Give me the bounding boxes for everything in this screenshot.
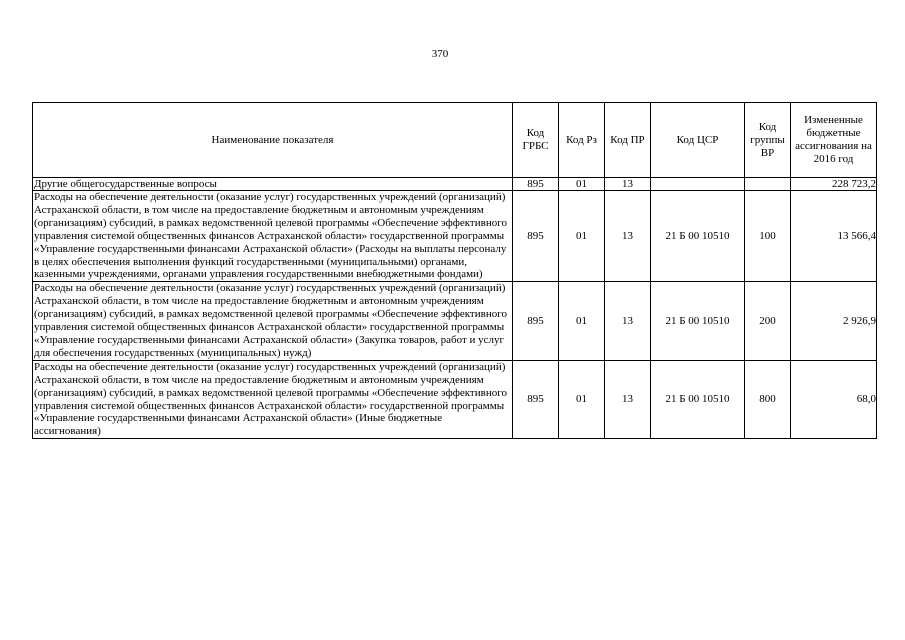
row-amount: 13 566,4 [791,191,877,282]
row-vr [745,178,791,191]
row-pr: 13 [605,191,651,282]
table-row [33,191,877,282]
row-amount: 2 926,9 [791,282,877,360]
row-amount: 68,0 [791,360,877,438]
row-vr: 200 [745,282,791,360]
header-name: Наименование показателя [33,103,513,178]
row-csr: 21 Б 00 10510 [651,360,745,438]
row-vr: 800 [745,360,791,438]
row-csr: 21 Б 00 10510 [651,282,745,360]
row-pr: 13 [605,282,651,360]
header-grbs: Код ГРБС [513,103,559,178]
budget-table [32,102,877,439]
table-row [33,282,877,360]
row-amount: 228 723,2 [791,178,877,191]
header-vr: Код группы ВР [745,103,791,178]
row-rz: 01 [559,191,605,282]
page-number: 370 [431,48,449,60]
row-name: Расходы на обеспечение деятельности (оказание услуг) государственных учреждений (организаций) Астраханской области, в том числе на предоставление бюджетным и автономным учреждениям (организациям) субсидий, в рамках ведомственной целевой программы «Обеспечение эффективного управления системой общественных финансов Астраханской области» государственной программы «Управление государственными финансами Астраханской области» (Закупка товаров, работ и услуг для обеспечения государственных (муниципальных) нужд) [33,282,513,360]
row-name: Другие общегосударственные вопросы [33,178,513,191]
row-rz: 01 [559,282,605,360]
row-pr: 13 [605,178,651,191]
header-rz: Код Рз [559,103,605,178]
header-pr: Код ПР [605,103,651,178]
row-vr: 100 [745,191,791,282]
header-csr: Код ЦСР [651,103,745,178]
row-grbs: 895 [513,191,559,282]
row-rz: 01 [559,178,605,191]
row-name: Расходы на обеспечение деятельности (оказание услуг) государственных учреждений (организаций) Астраханской области, в том числе на предоставление бюджетным и автономным учреждениям (организациям) субсидий, в рамках ведомственной целевой программы «Обеспечение эффективного управления системой общественных финансов Астраханской области» государственной программы «Управление государственными финансами Астраханской области» (Иные бюджетные ассигнования) [33,360,513,438]
table-row [33,178,877,191]
row-name: Расходы на обеспечение деятельности (оказание услуг) государственных учреждений (организаций) Астраханской области, в том числе на предоставление бюджетным и автономным учреждениям (организациям) субсидий, в рамках ведомственной целевой программы «Обеспечение эффективного управления системой общественных финансов Астраханской области» государственной программы «Управление государственными финансами Астраханской области» (Расходы на выплаты персоналу в целях обеспечения выполнения функций государственными (муниципальными) органами, казенными учреждениями, органами управления государственными внебюджетными фондами) [33,191,513,282]
row-csr [651,178,745,191]
row-pr: 13 [605,360,651,438]
row-grbs: 895 [513,282,559,360]
header-amount: Измененные бюджетные ассигнования на 2016 год [791,103,877,178]
table-row [33,360,877,438]
row-grbs: 895 [513,360,559,438]
row-csr: 21 Б 00 10510 [651,191,745,282]
row-rz: 01 [559,360,605,438]
row-grbs: 895 [513,178,559,191]
table-header-row [33,103,877,178]
